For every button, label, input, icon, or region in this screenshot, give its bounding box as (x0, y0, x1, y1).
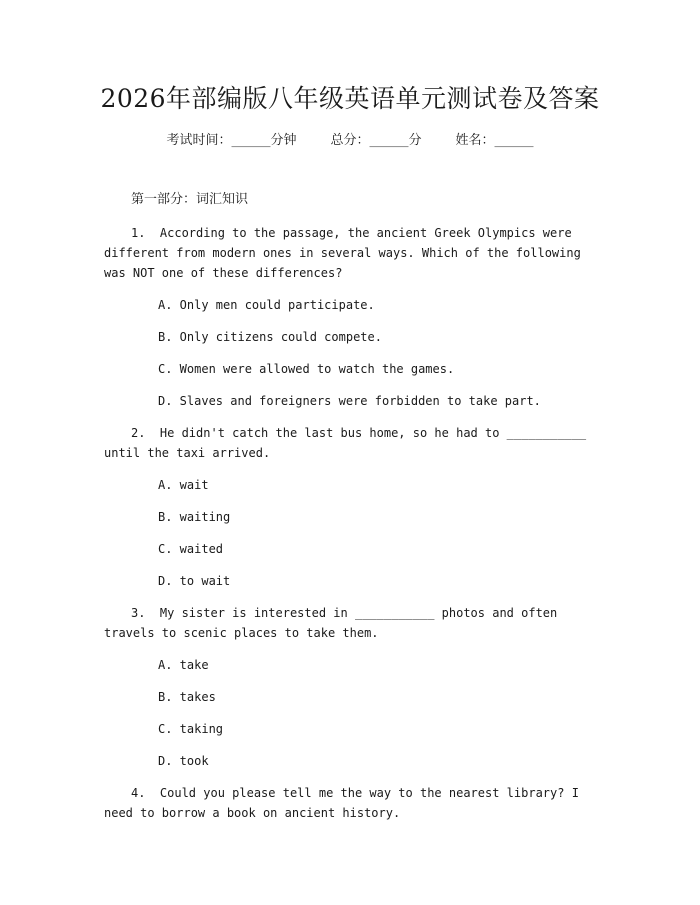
student-name-field: 姓名：______ (455, 133, 534, 148)
exam-meta (0, 132, 700, 150)
question-3-option-d: D. took (158, 754, 209, 768)
question-2-option-d: D. to wait (158, 574, 231, 588)
exam-time-field: 考试时间：______分钟 (166, 133, 297, 148)
question-2-option-a: A. wait (158, 478, 209, 492)
question-2-option-c: C. waited (158, 542, 224, 556)
question-3: 3. My sister is interested in ___________ photos and often travels to scenic places to take them. (104, 606, 565, 640)
question-1-option-d: D. Slaves and foreigners were forbidden to take part. (158, 394, 541, 408)
question-1-option-c: C. Women were allowed to watch the games. (158, 362, 455, 376)
total-score-field: 总分：______分 (330, 133, 422, 148)
question-1-option-a: A. Only men could participate. (158, 298, 375, 312)
question-3-option-b: B. takes (158, 690, 216, 704)
question-3-option-c: C. taking (158, 722, 224, 736)
question-2: 2. He didn't catch the last bus home, so he had to ___________ until the taxi arrived. (104, 426, 594, 460)
question-2-option-b: B. waiting (158, 510, 231, 524)
question-4: 4. Could you please tell me the way to the nearest library? I need to borrow a book on ancient history. (104, 786, 587, 820)
question-1-option-b: B. Only citizens could compete. (158, 330, 382, 344)
question-3-option-a: A. take (158, 658, 209, 672)
page-title: 2026年部编版八年级英语单元测试卷及答案 (100, 84, 600, 113)
section-title: 第一部分：词汇知识 (131, 192, 249, 207)
question-1: 1. According to the passage, the ancient Greek Olympics were different from modern ones in several ways. Which of the following was NOT one of these differences? (104, 226, 589, 280)
